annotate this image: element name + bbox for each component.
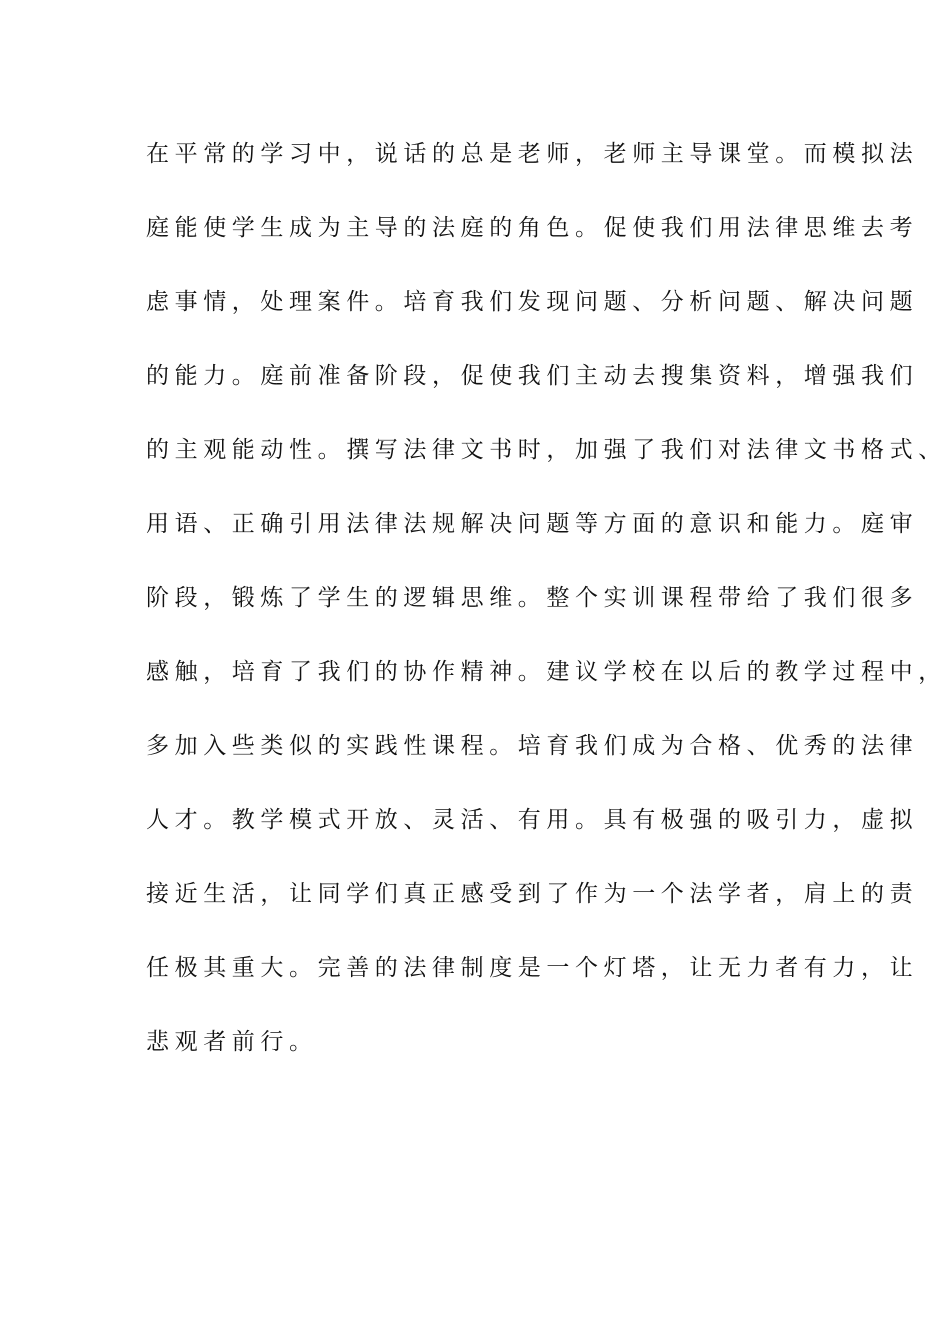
text-line-8: 感触，培育了我们的协作精神。建议学校在以后的教学过程中，	[146, 659, 947, 685]
text-line-5: 的主观能动性。撰写法律文书时，加强了我们对法律文书格式、	[146, 437, 947, 463]
text-line-2: 庭能使学生成为主导的法庭的角色。促使我们用法律思维去考	[146, 215, 919, 241]
text-line-3: 虑事情，处理案件。培育我们发现问题、分析问题、解决问题	[146, 289, 919, 315]
text-line-1: 在平常的学习中，说话的总是老师，老师主导课堂。而模拟法	[146, 141, 919, 167]
text-line-4: 的能力。庭前准备阶段，促使我们主动去搜集资料，增强我们	[146, 363, 919, 389]
text-line-11: 接近生活，让同学们真正感受到了作为一个法学者，肩上的责	[146, 881, 919, 907]
text-line-10: 人才。教学模式开放、灵活、有用。具有极强的吸引力，虚拟	[146, 807, 919, 833]
text-line-13: 悲观者前行。	[146, 1029, 318, 1055]
text-line-6: 用语、正确引用法律法规解决问题等方面的意识和能力。庭审	[146, 511, 919, 537]
body-paragraph	[146, 134, 947, 1096]
text-line-9: 多加入些类似的实践性课程。培育我们成为合格、优秀的法律	[146, 733, 919, 759]
text-line-7: 阶段，锻炼了学生的逻辑思维。整个实训课程带给了我们很多	[146, 585, 919, 611]
text-line-12: 任极其重大。完善的法律制度是一个灯塔，让无力者有力，让	[146, 955, 919, 981]
